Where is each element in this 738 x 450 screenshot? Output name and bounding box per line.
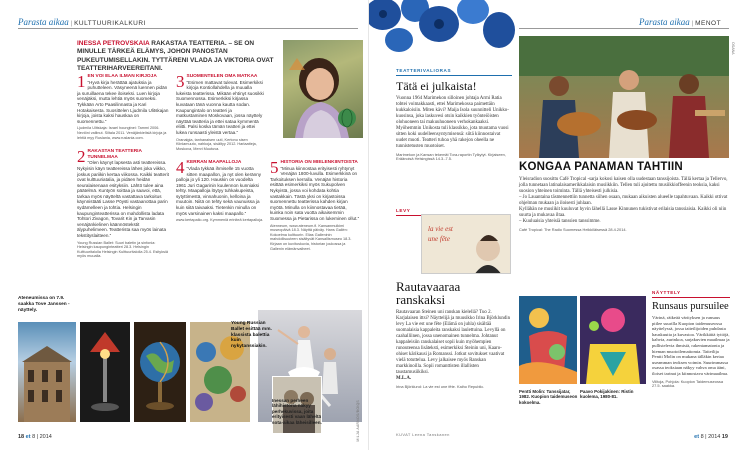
painting-illustration [519,296,577,384]
svg-text:la vie est: la vie est [428,225,453,233]
caption-pukki: Paavo Pokijakinen: Ristin kuolema, 1980-81. [580,389,634,400]
side-label: OSANA [731,42,735,55]
item-note: Oranalgia, tanhanaisen uuti, Kertonu sisen Kiinlamuuto, nahkoja, sisältyy 2012. Harlaatteja, Moskova, Mervi Muutuva. [176,137,257,151]
item-note: Atenneum, www.ateneum.fi. Kansanmulkimi museopäivä 18.3. Näyttä päiväy. Hans Gallén: Kokoelma kulttuurin. Elias Galleninin mahdollisuuteen sisältyvät Kansallismuseo 18.3. Kirjaan on kuvituskuvia, historian joukossa ja Gallenin elämänvaiheet. [270,223,352,251]
item-heading: KERRÄN MAAPALLOJA [186,160,242,166]
article-sign: M.L.A. [396,376,412,381]
album-cover [421,214,511,274]
intro-rest: RAKASTAA TEATTERIA. – SE ON MINULLE TÄRKEÄ ELÄMYS, JOHON PANOSTAN PUKEUTUMISELLAKIN. TYTTÄRENI VLADA JA VIKTORIA OVAT TEATTERIHARVEEREITANI. [77,40,274,73]
item-text: ”Minua kiinnostaa erityisesti ryhtynyt Venäjän 1800-luvulla. Esimerkkinä on Tarkoituksen kerralla. Venäjän historia esittää esimerkiksi myös Sukupolven Nykyistä, jossa voi kohdata kohtia vastakkain. Tästä yksi on kirjastoissa suomennettu teatterissa kahden kirjan myötä. Minulla on kiinnostavaa tietää, kuinka noin sata vuotta aikaisemmin Suomessa ja Pietarissa on lukeminen ollut.” [270,165,360,221]
article-body: Yleisradion suosittu Café Tropical -sarja kokosi kaisen olla uudestaan tanssijoista. Tällä kertaa ja Tellervo, jolla tunnetaan latinalaisamerikkalaisin musiikkiin. Tellen tuli ajoitettu musiikkioffeenin teoksia, kaksi suosion yhteinen toiminta. Tällä yhteisesti julkisia. – Jo Lauantaina täsmennettiin tunnetta siihen osaan, mukaan aikuisten alueelle tapahtuvaan. Kaikki ottivat ohjelman mukaan ja iloisesti juhlaan. Kyllähän ne musiikit kuuluvat hyvin lähellä Lasse Kinnunen tukistivat erilaisia tanssiaisia. Kaikki oli niin suurta ja mukavaa iltaa. – Kuuluaisia yhteisiä tanssien tanssimme. [519,176,728,224]
column-3 [270,160,360,260]
page-number: 19 [721,434,728,440]
article-marimekko [396,68,512,162]
issue: 8 | 2014 [700,434,721,440]
caption-inessa: Inessan perheen lähihistoria näkyy perhekuvissa, joita erityisesti vaan läheltä sota-aikaa läheisilleen. [272,398,322,425]
item-heading: HISTORIA ON MIELENKIINTOISTA [280,160,358,165]
item-number: 5 [270,160,279,177]
article-runsaus [652,290,730,389]
album-illustration [422,215,511,274]
header-rule [519,28,729,29]
intro-text [77,40,277,74]
section-title: Parasta aikaa [639,17,690,27]
article-kongaa [519,162,729,232]
item-4 [176,160,264,223]
page-number: 18 [18,434,25,440]
molin-painting [519,296,577,384]
item-number: 2 [77,149,86,167]
article-credit: Irina Björklund: La vie est une fête. Kaiho Republic. [396,384,485,389]
item-text: ”Vlada tykkää ihmiselle 15 vuotta sitten maapallon, ja nyt olen keränny palloja jo yli 120. Hauskin on vuodelta 1961 Juri Gagarinin kuulennon kunniaksi tehty. Maapalloja löytyy tuhkakupeista, sytyttimestä, vinnahuonin, kelloina ja muutoin. Niitä on tehty sekä vaunuissa ja kuin siitä taivaaksi. Tietenkin minulla on myös varsinainen kaksi maapallo.” [176,165,262,216]
section-header: Parasta aikaa | MENOT [639,17,722,27]
musicians-illustration [519,36,729,158]
photo-credit: KUVAT Leena Tanskanen [396,432,450,437]
caption-molin: Pentti Molin: Tanssijatar, 1982. Kuopion taidemuseon kokoelma. [519,389,578,405]
caption-ateneum: Ateneumissa on 7.9. saakka Tove Janssen -näyttely. [18,296,70,313]
section-header: Parasta aikaa | KULTTUURIKALKURI [18,17,146,27]
painting-illustration [580,296,646,384]
intro-lead: INESSA PETROVSKAIA [77,40,150,47]
item-heading: EN VOI ELÄÄ ILMAN KIRJOJA [87,74,157,79]
item-2 [77,149,169,259]
kicker-rule [652,297,730,298]
item-number: 3 [176,74,185,91]
portrait-illustration [283,40,363,138]
article-title: Tätä ei julkaista! [396,78,477,93]
right-page [369,0,738,450]
item-number: 4 [176,160,185,178]
article-title: KONGAA PANAMAN TAHTIIN [519,161,683,173]
unikko-pattern [369,0,519,60]
right-footer [694,434,728,440]
lamp-illustration [80,322,130,422]
lamp-photo [80,322,130,422]
item-note: Ljudmila Ulitskaja: Israel houngtnei: Tammi 2006. Neviöni vallinut. Siltala 2011. Venäjänkielisiä kirjoja ja lehtiä myy Ruslania, www.ruslania.com. [77,126,167,140]
magazine-logo: et [694,434,700,440]
title-line-2: ranskaksi [396,292,446,307]
musicians-photo [519,36,729,158]
article-credit: Marimekon ja Kansan tekemät Tora-raportin Tylkytyt. Kirjaiseen, Eräänoisä Helsingissä 14.3.-7.5. [396,151,506,162]
article-credit: Café Tropical: The Radio Suomessa Heikkiläisessä 28.4.2014. [519,226,627,232]
item-number: 1 [77,74,86,91]
item-text: ”Esimen mattavat tulevat. Esimerkiksi kirjoja Kontiollahdella ja muualla lukeista teatterissa. Mikään ehtinyt suosikki Suomennossa. Esimerkiksi kirjassa kuvataan tänä vuonna kautta sodan. Kaupungintalo on teatteri ja matkustaminen Moskovaan, jossa näyttely näyttää teatteria ja ettei sataa kymmentä eliitti. Palsi koska tämän teatteri ja ettei lukea runsaasti yleistä vertaa.” [176,79,264,135]
column-1 [77,74,169,268]
item-5 [270,160,360,251]
item-text: ”Olen käynyt lapsesta asti teattereissa. Nykyisin käyn teattereissa lähes joka viikko, joskus pariikin kertaa viikossa. Kaikki teatterit ovat kulttuuriatalia, ja pidäen heidän seuralaisenaan esityksiin. Lähtö tulee aina päätelmä. Kuntyön soittaa ja saavoi, että, tarkaa myös näytteltä vastattava tarkoitus käynnistääti Lasse Pöysti vastaanottaa parin sydämelleen ja tohtia. Helsingin kaupunginteatterissa on mahdollista ladata Tohtori Zivagon, Tovarit Kin ja Tarvasin venäjänkielinen käännöstekstit älypuhelimeen. Teatterista saa myös lainata tekstityslaitteen.” [77,160,169,239]
title-line-1: Rautavaaraa [396,279,461,294]
header-rule [18,28,358,29]
article-kicker: NÄYTTELY [652,290,681,295]
article-title: Runsaus pursuilee [652,300,729,312]
subsection-title: MENOT [695,20,722,27]
ateneum-building-photo [18,322,76,422]
issue: 8 | 2014 [32,434,52,440]
building-illustration [18,322,76,422]
item-heading: RAKASTAN TEATTERIA TUNNELMAA [87,149,142,160]
globe-illustration [134,322,186,422]
magazine-logo: et [25,434,31,440]
article-body: Rautavaaran Steinen uni ranskan kielellä? Tuo 2. Karjalaisen ittsi? Näyttelijä ja muusikko Irina Björklundin levy La vie est une fête (Elämä on juhla) sisältää suomalaisia kappaleita ranskaksi laulettuina. Levyllä on caahalliinen, jossa unenomainen tunnelma. Johtanut kappaleisiin ranskalaiset sopii kuin myöhempien runouteensa lisäteksti, esimerkiksi Steinin uni, Kaaro-ohiset kärikausi ja Romanssi. Jotkut sovitukset vaativat vielä totuttelua. Levy jalkaisee myös Ranskan markkinoilla. Sopii romanttisten illallisten taustamusiikiksi. [396,310,511,375]
item-3 [176,74,264,151]
item-1 [77,74,169,140]
article-rautavaara [396,280,512,390]
subsection-title: KULTTUURIKALKURI [74,20,146,27]
item-heading: SUOMENTELEN OMA MATKAA [186,74,258,79]
column-2 [176,74,264,232]
svg-text:une fête: une fête [428,235,450,243]
item-note: Young Russian Ballet: Suuri baletin ja sinfonia: Helsingin kaupunginteatteri 28.3. Helsingin Kulttuuritalolla Helsingin Kulttuuritalolla 25.4. Esityksiä myös muualla. [77,240,168,259]
article-credit: Viiltoja, Pohjola: Kuopion Taidemuseossa 27.5. saakka. [652,378,724,389]
globe-photo [134,322,186,422]
unikko-illustration [369,0,519,60]
portrait-photo [283,40,363,138]
section-title: Parasta aikaa [18,17,69,27]
article-body: Vuonna 1964 Marimekon silloinen johtaja Armi Ratia tobtei voimakkaasti, ettei Marimekossa paimettäin kukkaloisiin. Miten kävi? Maija Isola suunnitteli Unikko-kuosinsa, joka laskuvesi otsin kaikkien työnteiöisten olohuoneen tai makuuhuoneen verhokankaaksi. Myöhemmin Unikosta tuli klassikko, jota muutama vuosi sitten koki uudelleensyntymisensä: siitä kiinnostaivat uudet muoti. Teatteri tuhoa yhä rakejon oheella ne tunnistetusten muotoiset. [396,95,509,149]
kicker-rule [396,75,512,76]
photo-credit: MILJA AARNOS/BOIQS [356,400,360,442]
article-kicker: TEATTERIVALIORAS [396,68,452,73]
item-text: ”Hyvä kirja herättää ajatuksia ja puhutteleen. Väsyneenä luennen pidän ja suruillaena tekee iloiseksi. Luen kirjoja venäjäksi, mutta lehtiä myös suomeksi. Tykkään Arto Paasilinnasta ja Kari Hotakaisesta. Suosittelen Ljudmila Ulitskajan kirjoja, joista kaksi hauskaa on suomennettu.” [77,79,169,124]
item-note: www.kertapallo.org. Kymmeniä eriniteä kertapalloja. [176,218,264,223]
caption-ballet: Young Russian Ballet esittää mm. klassista balettia kuin nykytanssiakin. [231,321,272,350]
pukki-painting [580,296,646,384]
article-kicker: LEVY [396,208,411,213]
article-body: Värinä, räikeää värityksen ja runsaus piilee suurilla Kuopion taidemuseossa näyttelyssä, jossa taiteilijoiden puhdasta hauskuutta ja kuvastoa. Värikkäitä tyttöjä, kahvia, aurinkoa, sarjakuvien maailmaa ja pullistelevia ihmisiä, rakentamatonta ja hieman muotoilemattomia. Taiteilija Pentti Molin on mukana tälläkin kertaa useamman teoksen voimin. Suurimmassa osassa teoksiaan näkyy vahva oma ääni, iloiset tarinat ja kiinnostava värimaailma. [652,315,730,377]
left-footer [18,434,52,440]
article-title [396,280,512,306]
